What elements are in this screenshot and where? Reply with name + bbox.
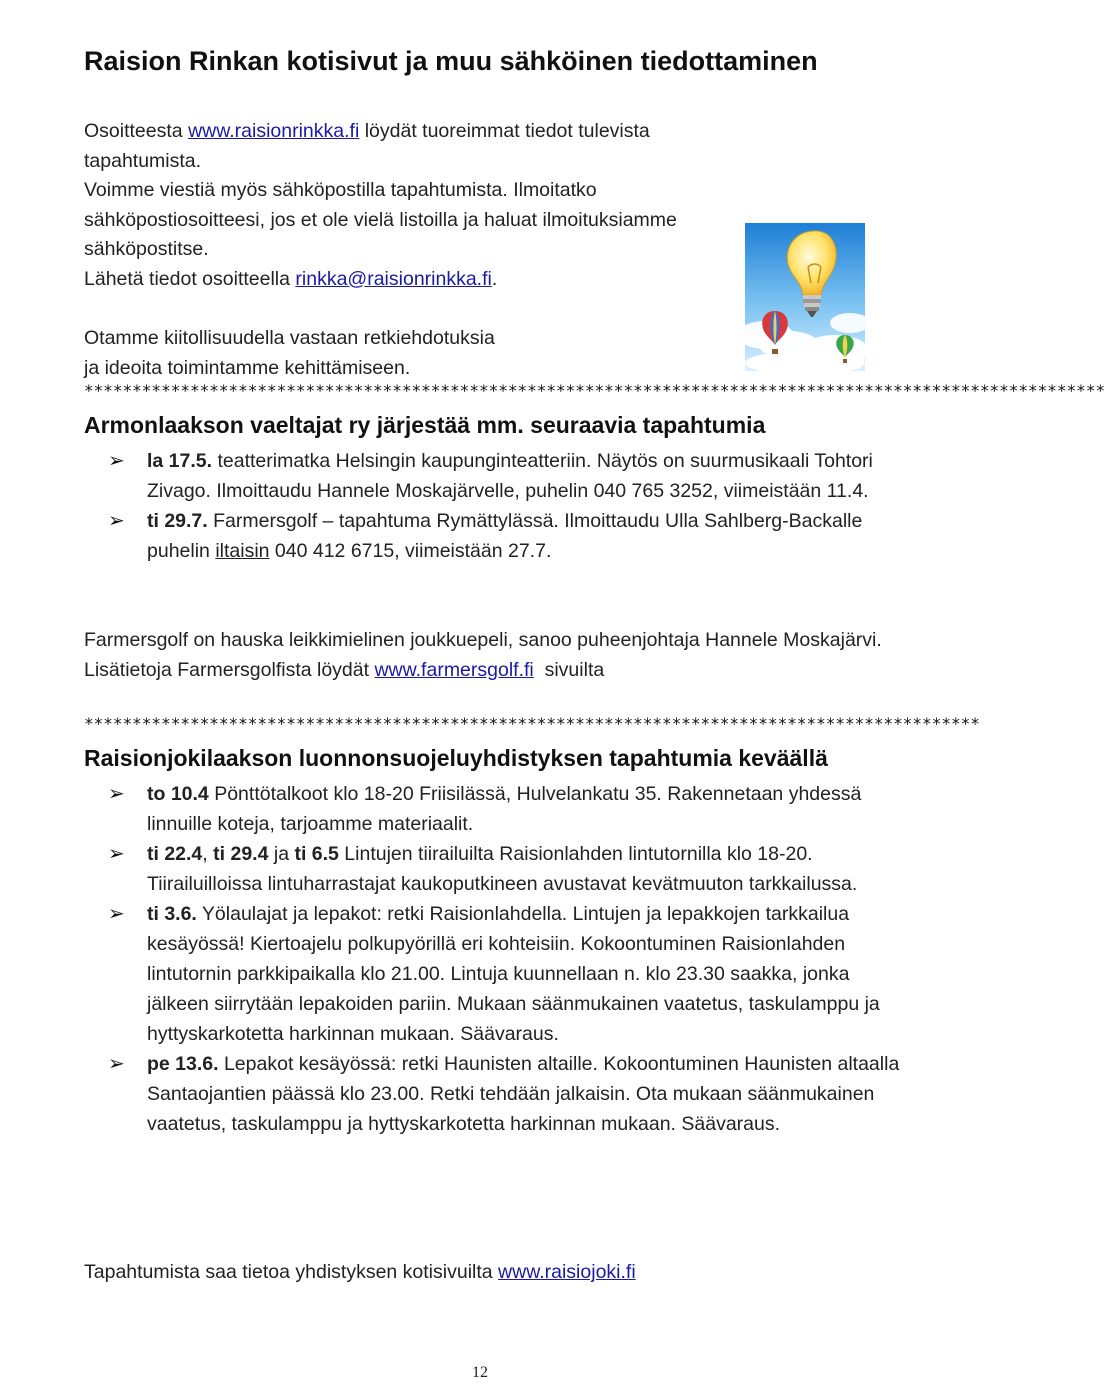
text: Tapahtumista saa tietoa yhdistyksen kotisivuilta: [84, 1261, 499, 1283]
text: .: [491, 267, 498, 290]
event-text: 040 412 6715, viimeistään 27.7.: [269, 540, 552, 562]
event-list-armonlaakso: [108, 446, 908, 566]
arrow-bullet-icon: ➢: [108, 783, 125, 805]
paragraph-website: [84, 117, 744, 176]
event-text: Lepakot kesäyössä: retki Haunisten altaille. Kokoontuminen Haunisten altaalla Santaojantien päässä klo 23.00. Retki tehdään jalkaisin. Ota mukaan säänmukainen vaatetus, taskulamppu ja hyttyskarkotetta harkinnan mukaan. Säävaraus.: [147, 1053, 900, 1135]
link-farmersgolf[interactable]: www.farmersgolf.fi: [374, 659, 534, 681]
event-date: ti 3.6.: [147, 903, 197, 925]
arrow-bullet-icon: ➢: [108, 843, 125, 865]
page-number: 12: [472, 1364, 488, 1381]
event-date: ti 6.5: [294, 843, 339, 865]
event-date: la 17.5.: [147, 450, 213, 472]
list-item: [108, 446, 908, 506]
paragraph-suggestions-line1: Otamme kiitollisuudella vastaan retkiehdotuksia: [84, 327, 495, 349]
event-list-raisionjoki: [108, 779, 908, 1139]
section-title-raisionjoki: Raisionjokilaakson luonnonsuojeluyhdistyksen tapahtumia keväällä: [84, 745, 828, 771]
text: löydät tuoreimmat tiedot tulevista tapahtumista.: [84, 120, 650, 172]
text: Farmersgolf on hauska leikkimielinen joukkuepeli, sanoo puheenjohtaja Hannele Moskajärvi. Lisätietoja Farmersgolfista löydät: [84, 629, 882, 681]
lightbulb-balloons-image: [745, 223, 865, 371]
event-date: ti 29.4: [213, 843, 269, 865]
section-title-armonlaakso: Armonlaakson vaeltajat ry järjestää mm. seuraavia tapahtumia: [84, 412, 766, 438]
text: ja: [268, 843, 295, 865]
text: sivuilta: [533, 659, 605, 681]
separator-stars: *********************************************************************************************: [84, 714, 980, 733]
paragraph-send-info: [84, 265, 744, 295]
section-title-rinkka: Raision Rinkan kotisivut ja muu sähköinen tiedottaminen: [84, 46, 818, 76]
separator-stars: **********************************************************************************************************: [84, 381, 1105, 400]
event-text: Pönttötalkoot klo 18-20 Friisilässä, Hulvelankatu 35. Rakennetaan yhdessä linnuille koteja, tarjoamme materiaalit.: [147, 783, 862, 835]
list-item: [108, 1049, 908, 1139]
link-raisionrinkka[interactable]: www.raisionrinkka.fi: [188, 120, 360, 142]
paragraph-email-info: Voimme viestiä myös sähköpostilla tapahtumista. Ilmoitatko sähköpostiosoitteesi, jos et ole vielä listoilla ja haluat ilmoituksiamme sähköpostitse.: [84, 179, 677, 260]
event-date: to 10.4: [147, 783, 209, 805]
text: Osoitteesta: [84, 120, 189, 142]
event-text: Yölaulajat ja lepakot: retki Raisionlahdella. Lintujen ja lepakkojen tarkkailua kesäyössä! Kiertoajelu polkupyörillä eri kohteisiin. Kokoontuminen Raisionlahden lintutornin parkkipaikalla klo 21.00. Lintuja kuunnellaan n. klo 23.30 saakka, jonka jälkeen siirrytään lepakoiden pariin. Mukaan säänmukainen vaatetus, taskulamppu ja hyttyskarkotetta harkinnan mukaan. Säävaraus.: [147, 903, 880, 1045]
event-text: Farmersgolf – tapahtuma Rymättylässä. Ilmoittaudu Ulla Sahlberg-Backalle puhelin: [147, 510, 863, 562]
arrow-bullet-icon: ➢: [108, 450, 125, 472]
event-date: pe 13.6.: [147, 1053, 219, 1075]
link-raisiojoki[interactable]: www.raisiojoki.fi: [498, 1261, 636, 1283]
arrow-bullet-icon: ➢: [108, 903, 125, 925]
section-rinkka-body: [84, 117, 744, 383]
list-item: [108, 506, 908, 566]
text: ,: [202, 843, 214, 865]
event-text: teatterimatka Helsingin kaupunginteatteriin. Näytös on suurmusikaali Tohtori Zivago. Ilmoittaudu Hannele Moskajärvelle, puhelin 040 765 3252, viimeistään 11.4.: [147, 450, 873, 502]
paragraph-raisiojoki-footer: [84, 1257, 904, 1287]
link-email-rinkka[interactable]: rinkka@raisionrinkka.fi: [295, 267, 492, 290]
event-date: ti 22.4: [147, 843, 203, 865]
event-date: ti 29.7.: [147, 510, 208, 532]
arrow-bullet-icon: ➢: [108, 510, 125, 532]
list-item: [108, 839, 908, 899]
event-text-underlined: iltaisin: [215, 540, 270, 562]
paragraph-farmersgolf: [84, 625, 904, 685]
text: Lähetä tiedot osoitteella: [84, 267, 296, 290]
list-item: [108, 779, 908, 839]
paragraph-suggestions-line2: ja ideoita toimintamme kehittämiseen.: [84, 356, 411, 379]
event-text: Lintujen tiirailuilta Raisionlahden lintutornilla klo 18-20. Tiirailuilloissa lintuharrastajat kaukoputkineen avustavat kevätmuuton tarkkailussa.: [147, 843, 858, 895]
arrow-bullet-icon: ➢: [108, 1053, 125, 1075]
list-item: [108, 899, 908, 1049]
